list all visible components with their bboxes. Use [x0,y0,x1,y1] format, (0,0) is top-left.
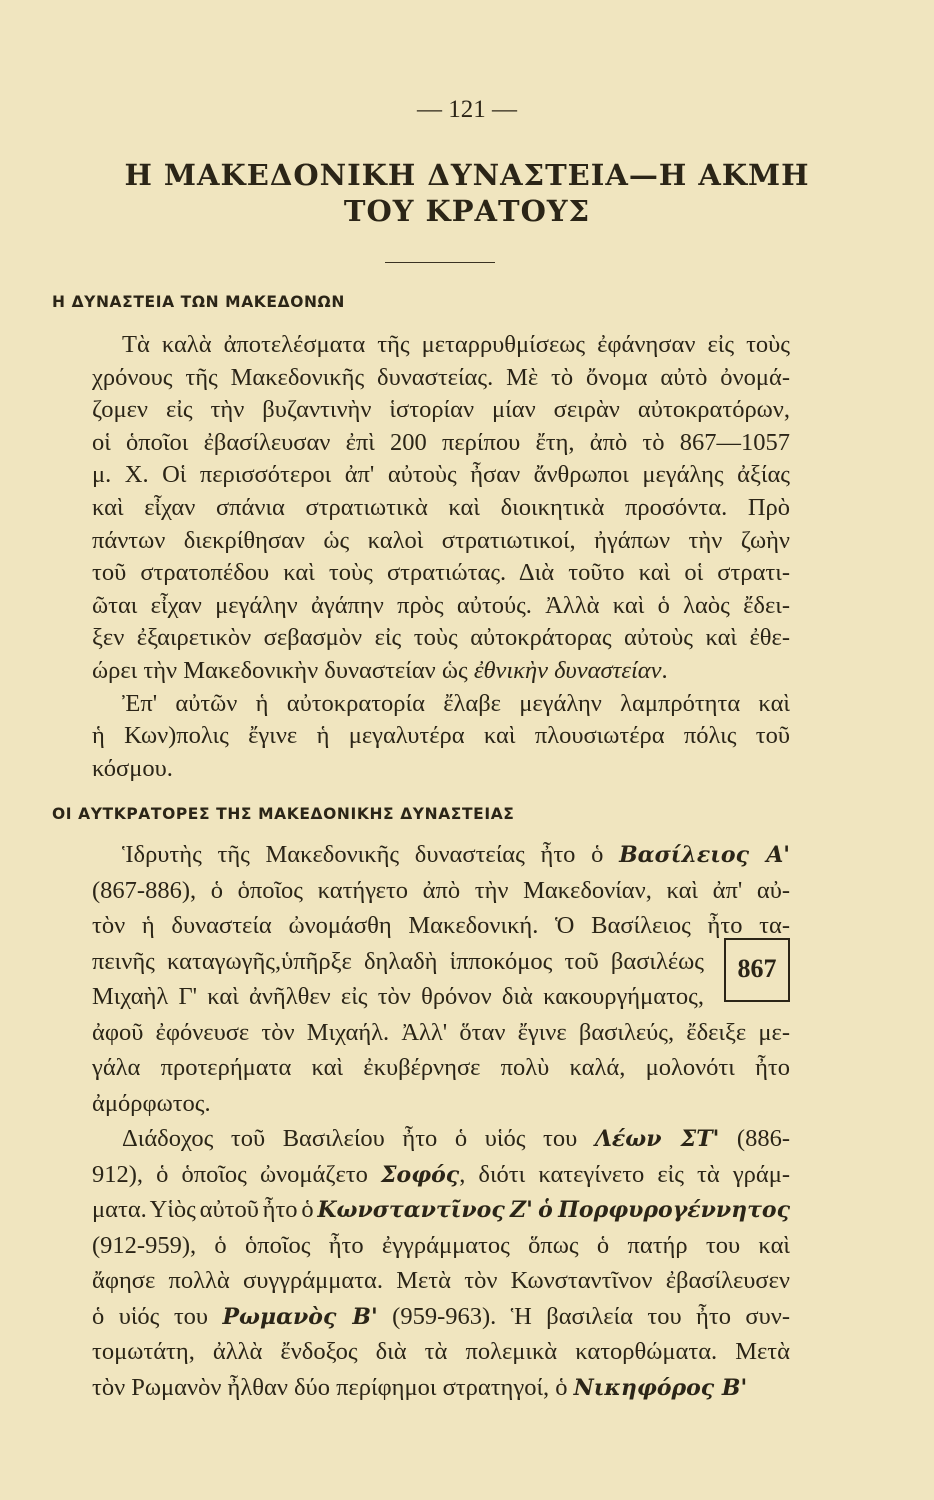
text-line: τὸν ἡ δυναστεία ὠνομάσθη Μακεδονική. Ὁ Βασίλειος ἦτο τα- [92,912,790,939]
chapter-title-line-1: Η ΜΑΚΕΔΟΝΙΚΗ ΔΥΝΑΣΤΕΙΑ—Η ΑΚΜΗ [124,158,810,192]
text-line: μ. Χ. Οἱ περισσότεροι ἀπ' αὐτοὺς ἦσαν ἄνθρωποι μεγάλης ἀξίας [92,461,790,489]
section-heading: ΟΙ ΑΥΤΚΡΑΤΟΡΕΣ ΤΗΣ ΜΑΚΕΔΟΝΙΚΗΣ ΔΥΝΑΣΤΕΙΑΣ [52,805,515,823]
text-line: ξεν ἐξαιρετικὸν σεβασμὸν εἰς τοὺς αὐτοκράτορας αὐτοὺς καὶ ἐθε- [92,624,790,652]
page-number: — 121 — [417,96,517,123]
text-line [92,837,790,873]
text-segment: Ἱδρυτὴς τῆς Μακεδονικῆς δυναστείας ἦτο ὁ [122,841,620,868]
text-segment: , διότι κατεγίνετο εἰς τὰ γράμ- [459,1160,791,1188]
text-line: (912-959), ὁ ὁποῖος ἦτο ἐγγράμματος ὅπως ὁ πατήρ του καὶ [92,1231,790,1259]
text-line: Ἐπ' αὐτῶν ἡ αὐτοκρατορία ἔλαβε μεγάλην λαμπρότητα καὶ [122,689,790,717]
margin-date-box: 867 [724,938,790,1002]
text-line [92,1370,790,1406]
text-line: γάλα προτερήματα καὶ ἐκυβέρνησε πολὺ καλά, μολονότι ἦτο [92,1054,790,1081]
text-line: ζομεν εἰς τὴν βυζαντινὴν ἱστορίαν μίαν σειρὰν αὐτοκρατόρων, [92,396,790,424]
emphasized-name: Νικηφόρος Β' [573,1374,748,1401]
section-body [92,837,790,1405]
text-segment: Διάδοχος τοῦ Βασιλείου ἦτο ὁ υἱός του [122,1125,595,1152]
text-segment: . [661,656,668,684]
text-line: καὶ εἶχαν σπάνια στρατιωτικὰ καὶ διοικητικὰ προσόντα. Πρὸ [92,493,790,521]
text-segment: (886- [719,1125,790,1152]
emphasized-name: Βασίλειος Α' [619,842,790,868]
italic-text: ἐθνικὴν δυναστείαν [473,656,662,684]
text-line: (867-886), ὁ ὁποῖος κατήγετο ἀπὸ τὴν Μακεδονίαν, καὶ ἀπ' αὐ- [92,876,790,904]
text-line: οἱ ὁποῖοι ἐβασίλευσαν ἐπὶ 200 περίπου ἔτη, ἀπὸ τὸ 867—1057 [92,428,790,456]
text-line: ἀμόρφωτος. [92,1089,211,1117]
text-line: ἀφοῦ ἐφόνευσε τὸν Μιχαήλ. Ἀλλ' ὅταν ἔγινε βασιλεύς, ἔδειξε με- [92,1018,790,1046]
emphasized-name: Ρωμανὸς Β' [222,1303,378,1330]
text-line [92,655,790,688]
text-line [92,1121,790,1157]
text-line: ἡ Κων)πολις ἔγινε ἡ μεγαλυτέρα καὶ πλουσιωτέρα πόλις τοῦ [92,722,790,750]
section-heading: Η ΔΥΝΑΣΤΕΙΑ ΤΩΝ ΜΑΚΕΔΟΝΩΝ [52,293,345,311]
text-line: Τὰ καλὰ ἀποτελέσματα τῆς μεταρρυθμίσεως ἐφάνησαν εἰς τοὺς [122,331,790,358]
text-segment: (959-963). Ἡ βασιλεία του ἦτο συν- [377,1302,790,1330]
text-segment: τὸν Ρωμανὸν ἦλθαν δύο περίφημοι στρατηγοί, ὁ [92,1373,574,1401]
emphasized-name: Λέων ΣΤ' [594,1126,720,1152]
text-segment: ώρει τὴν Μακεδονικὴν δυναστείαν ὡς [92,656,474,684]
text-line [92,1157,790,1193]
text-segment: ματα. Υἱὸς αὐτοῦ ἦτο ὁ [92,1196,318,1223]
text-segment: ὁ υἱός του [92,1302,223,1330]
text-line: Μιχαὴλ Γ' καὶ ἀνῆλθεν εἰς τὸν θρόνον διὰ κακουργήματος, [92,983,704,1010]
section-body [92,329,790,785]
chapter-title-line-2: ΤΟΥ ΚΡΑΤΟΥΣ [343,194,591,228]
emphasized-name: Κωνσταντῖνος Ζ' ὁ Πορφυρογέννητος [317,1197,790,1223]
text-line: κόσμου. [92,754,173,782]
title-divider [385,262,495,263]
text-segment: 912), ὁ ὁποῖος ὠνομάζετο [92,1160,381,1188]
text-line: τομωτάτη, ἀλλὰ ἔνδοξος διὰ τὰ πολεμικὰ κατορθώματα. Μετὰ [92,1338,790,1365]
text-line [92,1192,790,1228]
text-line: πεινῆς καταγωγῆς,ὑπῆρξε δηλαδὴ ἱπποκόμος τοῦ βασιλέως [92,947,704,975]
text-line [92,1299,790,1335]
text-line: ἄφησε πολλὰ συγγράμματα. Μετὰ τὸν Κωνσταντῖνον ἐβασίλευσεν [92,1267,790,1294]
emphasized-name: Σοφός [381,1161,460,1188]
text-line: ῶται εἶχαν μεγάλην ἀγάπην πρὸς αὐτούς. Ἀλλὰ καὶ ὁ λαὸς ἔδει- [92,591,790,619]
text-line: τοῦ στρατοπέδου καὶ τοὺς στρατιώτας. Διὰ τοῦτο καὶ οἱ στρατι- [92,559,790,587]
text-line: χρόνους τῆς Μακεδονικῆς δυναστείας. Μὲ τὸ ὄνομα αὐτὸ ὀνομά- [92,363,790,391]
text-line: πάντων διεκρίθησαν ὡς καλοὶ στρατιωτικοί, ἠγάπων τὴν ζωὴν [92,526,790,554]
